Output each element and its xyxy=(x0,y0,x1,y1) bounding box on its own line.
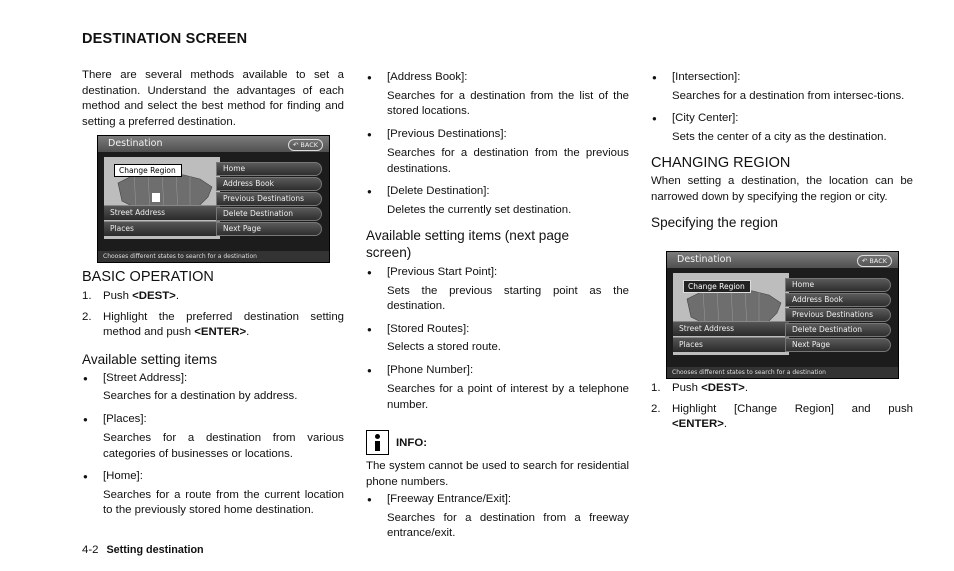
column-3 xyxy=(651,70,913,231)
next-page-button: Next Page xyxy=(785,338,891,352)
list-item: ● [Previous Destinations]: xyxy=(366,127,629,143)
changing-region-text: When setting a destination, the location can be narrowed down by specifying the region or city. xyxy=(651,175,913,203)
list-item: ● [Street Address]: xyxy=(82,371,344,387)
list-item-desc: Searches for a destination from the list of the stored locations. xyxy=(387,89,629,117)
previous-destinations-button: Previous Destinations xyxy=(785,308,891,322)
nav-footer-text: Chooses different states to search for a destination xyxy=(98,251,329,262)
list-item-desc: Searches for a destination by address. xyxy=(103,390,298,402)
home-button: Home xyxy=(216,162,322,176)
next-page-button: Next Page xyxy=(216,222,322,236)
change-region-screen-image xyxy=(666,251,899,379)
list-item-desc: Searches for a route from the current location to the previously stored home destination. xyxy=(103,488,344,516)
section-title: DESTINATION SCREEN xyxy=(82,31,248,47)
list-item: ● [Home]: xyxy=(82,469,344,485)
chapter-title: Setting destination xyxy=(106,544,204,556)
nav-footer-text: Chooses different states to search for a destination xyxy=(667,367,898,378)
destination-screen-image xyxy=(97,135,330,263)
list-item-desc: Searches for a destination from various categories of businesses or locations. xyxy=(103,432,344,460)
specifying-region-heading: Specifying the region xyxy=(651,215,778,230)
list-item-desc: Searches for a destination from the previous destinations. xyxy=(387,147,629,175)
list-item-desc: Sets the previous starting point as the destination. xyxy=(387,284,629,312)
address-book-button: Address Book xyxy=(785,293,891,307)
step-1: 1. Push <DEST>. xyxy=(651,382,748,394)
delete-destination-button: Delete Destination xyxy=(216,207,322,221)
nav-title: Destination xyxy=(108,138,163,149)
back-icon: ↶ BACK xyxy=(288,139,323,151)
back-icon: ↶ BACK xyxy=(857,255,892,267)
list-item: ● [Delete Destination]: xyxy=(366,184,629,200)
street-address-button: Street Address xyxy=(673,321,789,336)
list-item-desc: Selects a stored route. xyxy=(387,341,501,353)
list-item: ● [Address Book]: xyxy=(366,70,629,86)
list-item: ● [Places]: xyxy=(82,412,344,428)
street-address-button: Street Address xyxy=(104,205,220,220)
next-page-heading: Available setting items (next page screen) xyxy=(366,228,570,260)
step-1: 1. Push <DEST>. xyxy=(82,290,179,302)
list-item: ● [City Center]: xyxy=(651,111,913,127)
changing-region-steps xyxy=(651,381,913,433)
step-2: 2. Highlight the preferred destination setting method and push <ENTER>. xyxy=(82,310,344,338)
column-2 xyxy=(366,70,629,542)
list-item: ● [Freeway Entrance/Exit]: xyxy=(366,492,629,508)
list-item: ● [Previous Start Point]: xyxy=(366,265,629,281)
changing-region-heading: CHANGING REGION xyxy=(651,155,791,171)
step-2: 2. Highlight [Change Region] and push <ENTER>. xyxy=(651,402,913,430)
page-footer xyxy=(82,544,204,556)
page-number: 4-2 xyxy=(82,544,99,556)
address-book-button: Address Book xyxy=(216,177,322,191)
change-region-button: Change Region xyxy=(114,164,182,177)
list-item-desc: Searches for a destination from intersec-tions. xyxy=(672,89,905,102)
info-heading xyxy=(366,430,629,455)
list-item-desc: Sets the center of a city as the destination. xyxy=(672,130,887,143)
change-region-button: Change Region xyxy=(683,280,751,293)
list-item-desc: Deletes the currently set destination. xyxy=(387,203,572,216)
list-item: ● [Stored Routes]: xyxy=(366,322,629,338)
basic-operation xyxy=(82,268,344,519)
list-item-desc: Searches for a destination from a freeway entrance/exit. xyxy=(387,511,629,539)
home-button: Home xyxy=(785,278,891,292)
info-icon xyxy=(366,430,389,455)
list-item: ● [Phone Number]: xyxy=(366,363,629,379)
info-text: The system cannot be used to search for residential phone numbers. xyxy=(366,460,629,488)
places-button: Places xyxy=(673,337,789,352)
basic-operation-heading: BASIC OPERATION xyxy=(82,269,214,285)
info-label: INFO: xyxy=(396,436,428,449)
list-item: ● [Intersection]: xyxy=(651,70,913,86)
list-item-desc: Searches for a point of interest by a telephone number. xyxy=(387,383,629,411)
intro-text: There are several methods available to set a destination. Understand the advantages of each method and select the best method for finding and setting a preferred destination. xyxy=(82,69,344,128)
places-button: Places xyxy=(104,221,220,236)
nav-title: Destination xyxy=(677,254,732,265)
delete-destination-button: Delete Destination xyxy=(785,323,891,337)
available-items-heading: Available setting items xyxy=(82,351,218,367)
previous-destinations-button: Previous Destinations xyxy=(216,192,322,206)
